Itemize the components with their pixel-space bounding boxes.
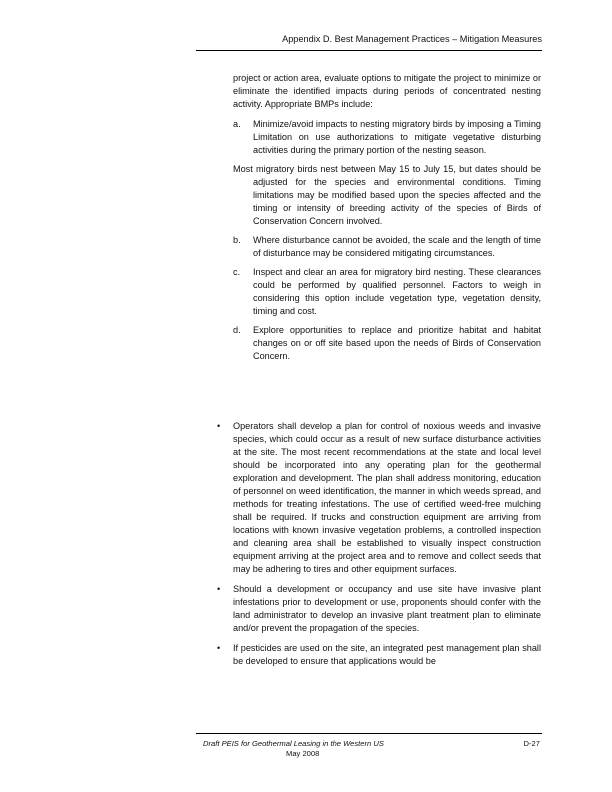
list-item-label: b. — [233, 235, 241, 245]
footer-document-title: Draft PEIS for Geothermal Leasing in the Western US — [203, 739, 384, 748]
list-item-text: Inspect and clear an area for migratory bird nesting. These clearances could be performed by qualified personnel. Factors to weigh in considering this option include vegetation type, vegetation density, timing and cost. — [253, 267, 541, 316]
list-item-b — [233, 234, 541, 260]
bullet-icon: • — [217, 643, 221, 653]
footer-date: May 2008 — [286, 749, 320, 758]
list-item-a — [233, 118, 541, 157]
bullet-item-weeds — [217, 420, 541, 576]
bullet-item-invasive-plants — [217, 583, 541, 635]
bullet-icon: • — [217, 421, 221, 431]
bullet-item-pesticides — [217, 642, 541, 668]
timing-note-paragraph: Most migratory birds nest between May 15 to July 15, but dates should be adjusted for the species and environmental conditions. Timing limitations may be modified based upon the species affected and the timing or intensity of breeding activity of the species of Birds of Conservation Concern involved. — [233, 164, 541, 226]
list-item-label: d. — [233, 325, 241, 335]
list-item-label: a. — [233, 119, 241, 129]
list-item-d — [233, 324, 541, 363]
body-text — [233, 72, 541, 369]
running-header: Appendix D. Best Management Practices – Mitigation Measures — [282, 34, 542, 44]
list-item-c — [233, 266, 541, 318]
list-item-label: c. — [233, 267, 241, 277]
page-number: D-27 — [523, 739, 540, 748]
list-item-text: Explore opportunities to replace and prioritize habitat and habitat changes on or off site based upon the needs of Birds of Conservation Concern. — [253, 325, 541, 361]
bullet-icon: • — [217, 584, 221, 594]
list-item-text: Where disturbance cannot be avoided, the scale and the length of time of disturbance may be considered mitigating circumstances. — [253, 235, 541, 258]
bullet-list — [217, 420, 541, 675]
header-rule — [196, 50, 542, 51]
bullet-text: Should a development or occupancy and use site have invasive plant infestations prior to development or use, proponents should confer with the land administrator to develop an invasive plant treatment plan to eliminate and/or prevent the propagation of the species. — [233, 584, 541, 633]
bullet-text: Operators shall develop a plan for control of noxious weeds and invasive species, which could occur as a result of new surface disturbance activities at the site. The most recent recommendations at the state and local level should be incorporated into any operating plan for the geothermal exploration and development. The plan shall address monitoring, education of personnel on weed identification, the manner in which weeds spread, and methods for treating infestations. The use of certified weed-free mulching shall be required. If trucks and construction equipment are arriving from locations with known invasive vegetation problems, a controlled inspection and cleaning area shall be established to visually inspect construction equipment arriving at the project area and to remove and collect seeds that may be adhering to tires and other equipment surfaces. — [233, 421, 541, 574]
intro-paragraph: project or action area, evaluate options to mitigate the project to minimize or eliminate the identified impacts during periods of concentrated nesting activity. Appropriate BMPs include: — [233, 73, 541, 109]
footer-rule — [196, 733, 542, 734]
list-item-text: Minimize/avoid impacts to nesting migratory birds by imposing a Timing Limitation on use authorizations to mitigate vegetative disturbing activities during the primary portion of the nesting season. — [253, 119, 541, 155]
bullet-text: If pesticides are used on the site, an integrated pest management plan shall be developed to ensure that applications would be — [233, 643, 541, 666]
